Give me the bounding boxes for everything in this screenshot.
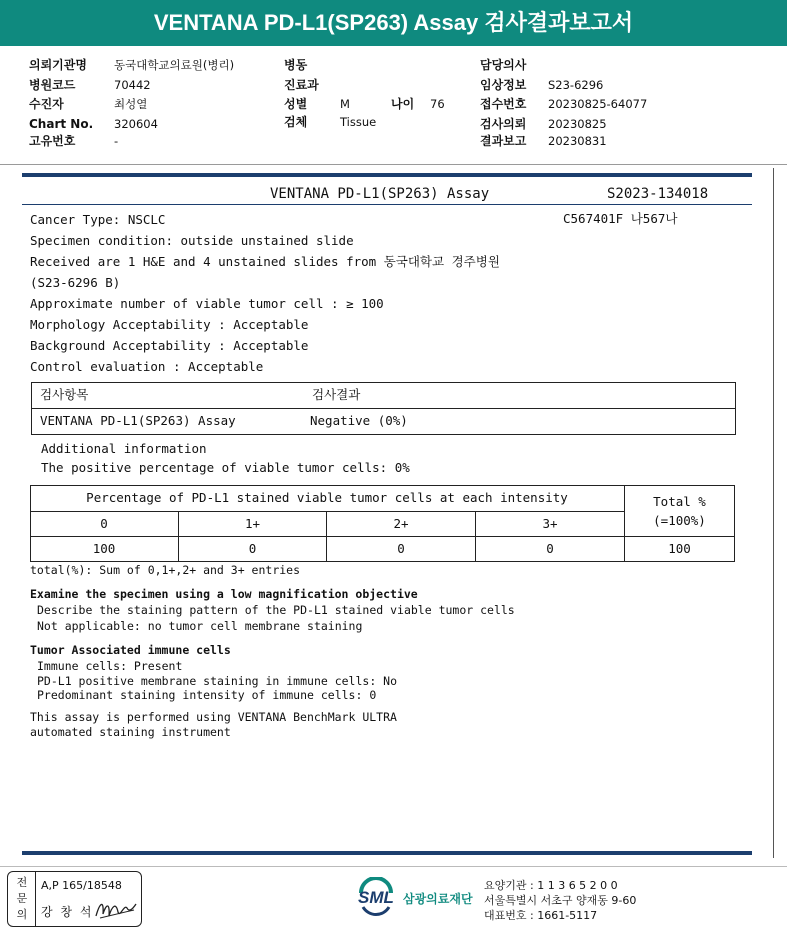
- intensity-value: 0: [546, 541, 554, 556]
- intensity-level: 1+: [244, 516, 261, 531]
- immune-heading: Tumor Associated immune cells: [30, 643, 231, 657]
- age-label: 나이: [391, 97, 415, 111]
- hospital-code-label: 병원코드: [29, 78, 76, 92]
- report-line: Approximate number of viable tumor cell : ≥ 100: [30, 296, 384, 311]
- header-separator: [0, 164, 787, 165]
- specimen-label: 검체: [284, 115, 308, 129]
- intensity-total: 100: [668, 541, 691, 556]
- examine-line: Describe the staining pattern of the PD-L1 stained viable tumor cells: [37, 603, 515, 617]
- unique-value: -: [114, 134, 119, 148]
- care-org-number: 요양기관 : 1 1 3 6 5 2 0 0: [484, 879, 618, 892]
- report-line: Specimen condition: outside unstained slide: [30, 233, 354, 248]
- report-line: Control evaluation : Acceptable: [30, 359, 264, 374]
- doctor-label: 담당의사: [480, 58, 527, 72]
- chart-label: Chart No.: [29, 117, 94, 131]
- request-value: 20230825: [548, 117, 607, 131]
- immune-line: Immune cells: Present: [37, 659, 183, 673]
- additional-text: The positive percentage of viable tumor cells: 0%: [41, 460, 410, 475]
- unique-label: 고유번호: [29, 134, 76, 148]
- report-line: Received are 1 H&E and 4 unstained slides from 동국대학교 경주병원: [30, 254, 500, 269]
- immune-line: PD-L1 positive membrane staining in immune cells: No: [37, 674, 398, 688]
- receipt-label: 접수번호: [480, 97, 527, 111]
- patient-label: 수진자: [29, 97, 64, 111]
- report-title-rule: [22, 204, 752, 205]
- patient-value: 최성열: [114, 97, 148, 111]
- logo-text: SML: [358, 888, 394, 907]
- intensity-level: 3+: [542, 516, 558, 531]
- request-label: 검사의뢰: [480, 117, 527, 131]
- signature-icon: [94, 896, 138, 922]
- stamp-label: 전문의: [16, 876, 28, 921]
- lab-address: 서울특별시 서초구 양재동 9-60: [484, 894, 637, 907]
- total-note: total(%): Sum of 0,1+,2+ and 3+ entries: [30, 563, 301, 577]
- examine-heading: Examine the specimen using a low magnification objective: [30, 587, 418, 601]
- report-number: S2023-134018: [607, 186, 709, 202]
- intensity-level: 0: [100, 516, 108, 531]
- clinical-value: S23-6296: [548, 78, 604, 92]
- assay-title: VENTANA PD-L1(SP263) Assay: [270, 186, 490, 202]
- result-table-divider: [31, 408, 735, 409]
- pathologist-stamp: [7, 871, 142, 927]
- immune-line: Predominant staining intensity of immune cells: 0: [37, 688, 377, 702]
- report-line: (S23-6296 B): [30, 275, 121, 290]
- receipt-value: 20230825-64077: [548, 97, 648, 111]
- intensity-value: 0: [397, 541, 405, 556]
- footer-separator: [0, 866, 787, 867]
- dept-label: 진료과: [284, 78, 319, 92]
- ap-number: A,P 165/18548: [41, 879, 122, 892]
- assay-note: This assay is performed using VENTANA BenchMark ULTRA: [30, 710, 397, 724]
- institution-label: 의뢰기관명: [29, 58, 87, 72]
- sex-value: M: [340, 97, 350, 111]
- pathologist-name: 강 창 석: [41, 905, 94, 919]
- report-frame-border: [773, 168, 774, 858]
- report-line: Morphology Acceptability : Acceptable: [30, 317, 309, 332]
- examine-line: Not applicable: no tumor cell membrane staining: [37, 619, 363, 633]
- report-date-label: 결과보고: [480, 134, 527, 148]
- age-value: 76: [430, 97, 445, 111]
- report-line: Cancer Type: NSCLC: [30, 212, 166, 227]
- result-value: Negative (0%): [310, 413, 408, 428]
- result-col-result-header: 검사결과: [312, 387, 361, 402]
- foundation-name: 삼광의료재단: [403, 892, 473, 906]
- report-date-value: 20230831: [548, 134, 607, 148]
- intensity-value: 100: [92, 541, 116, 556]
- lab-phone: 대표번호 : 1661-5117: [484, 909, 598, 922]
- report-top-rule: [22, 173, 752, 177]
- total-header-2: (=100%): [653, 513, 706, 528]
- stamp-divider: [35, 872, 36, 926]
- chart-value: 320604: [114, 117, 158, 131]
- side-code: C567401F 나567나: [563, 211, 678, 226]
- intensity-header: Percentage of PD-L1 stained viable tumor cells at each intensity: [86, 490, 568, 505]
- report-bottom-rule: [22, 851, 752, 855]
- hospital-code-value: 70442: [114, 78, 151, 92]
- report-line: Background Acceptability : Acceptable: [30, 338, 309, 353]
- ward-label: 병동: [284, 58, 308, 72]
- report-title: VENTANA PD-L1(SP263) Assay 검사결과보고서: [153, 10, 634, 35]
- sex-label: 성별: [284, 97, 308, 111]
- result-item: VENTANA PD-L1(SP263) Assay: [40, 413, 236, 428]
- additional-heading: Additional information: [41, 441, 207, 456]
- report-title-bar: [0, 0, 787, 46]
- result-col-item-header: 검사항목: [40, 387, 89, 402]
- specimen-value: Tissue: [340, 115, 377, 129]
- intensity-header-divider: [30, 511, 624, 512]
- intensity-level: 2+: [393, 516, 409, 531]
- institution-value: 동국대학교의료원(병리): [114, 58, 235, 72]
- intensity-value: 0: [248, 541, 257, 556]
- assay-note: automated staining instrument: [30, 725, 231, 739]
- total-header-1: Total %: [653, 494, 706, 509]
- clinical-label: 임상정보: [480, 78, 527, 92]
- intensity-values-divider: [30, 536, 734, 537]
